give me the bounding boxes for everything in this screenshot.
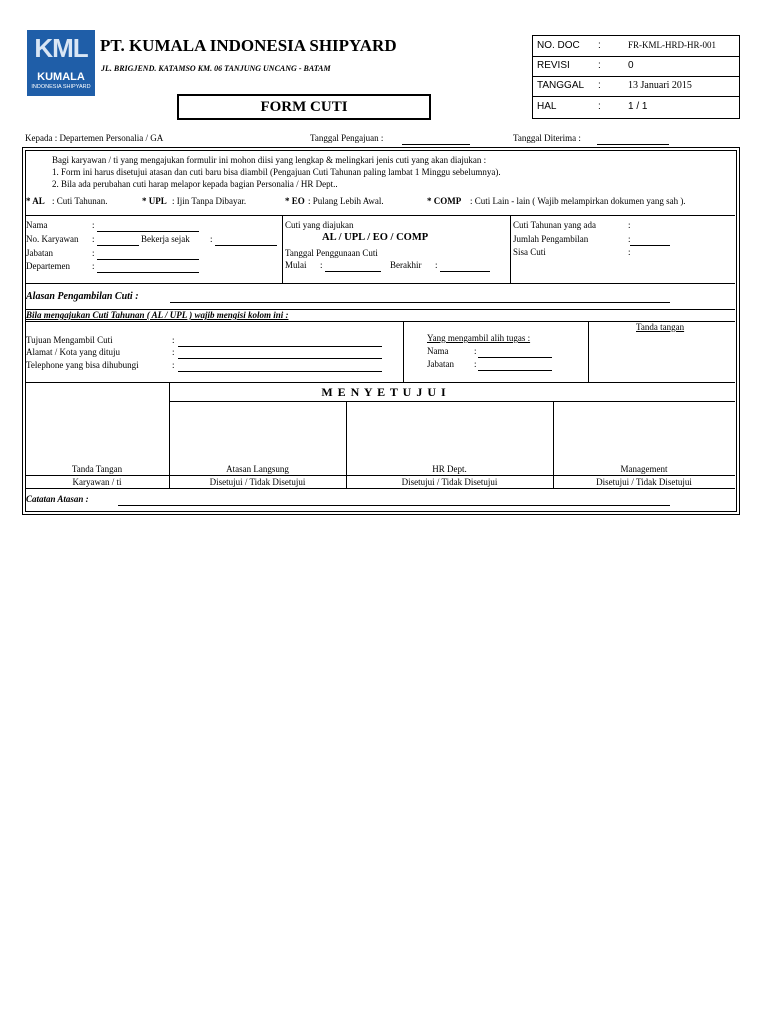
doc-row-revision [533, 56, 739, 77]
colon: : [210, 234, 213, 244]
company-name: PT. KUMALA INDONESIA SHIPYARD [100, 36, 397, 55]
colon: : [474, 359, 477, 369]
divider [25, 382, 735, 383]
mulai-label: Mulai [285, 260, 307, 270]
divider [588, 321, 589, 382]
legend-code-eo: * EO [285, 196, 305, 206]
approval-label-employee: Tanda Tangan [71, 464, 123, 474]
divider [25, 488, 735, 489]
colon: : [320, 260, 323, 270]
tanggal-pengajuan-field[interactable] [402, 144, 470, 145]
divider [25, 321, 735, 322]
doc-row-number [533, 36, 739, 57]
tanggal-pengajuan-label: Tanggal Pengajuan : [310, 133, 384, 143]
legend-desc-eo: : Pulang Lebih Awal. [308, 196, 384, 206]
divider [510, 215, 511, 283]
nama-field[interactable] [97, 231, 199, 232]
doc-sep: : [598, 101, 601, 112]
colon: : [92, 248, 95, 258]
departemen-label: Departemen [26, 261, 70, 271]
telephone-label: Telephone yang bisa dihubungi [26, 360, 139, 370]
legend-code-comp: * COMP [427, 196, 462, 206]
sisa-cuti-label: Sisa Cuti [513, 247, 546, 257]
divider [25, 283, 735, 284]
doc-key: NO. DOC [537, 40, 580, 51]
leave-type-options[interactable]: AL / UPL / EO / COMP [322, 232, 429, 243]
delegate-jabatan-label: Jabatan [427, 359, 454, 369]
jumlah-pengambilan-label: Jumlah Pengambilan [513, 234, 589, 244]
nama-label: Nama [26, 220, 48, 230]
doc-value: 0 [628, 60, 634, 71]
company-address: JL. BRIGJEND. KATAMSO KM. 06 TANJUNG UNCANG - BATAM [101, 64, 331, 73]
logo-name: KUMALA [37, 71, 85, 83]
berakhir-label: Berakhir [390, 260, 422, 270]
colon: : [628, 234, 631, 244]
mulai-field[interactable] [325, 271, 381, 272]
tujuan-label: Tujuan Mengambil Cuti [26, 335, 113, 345]
legend-desc-upl: : Ijin Tanpa Dibayar. [172, 196, 247, 206]
legend-code-upl: * UPL [142, 196, 167, 206]
logo-mark: KML [34, 33, 88, 63]
cuti-diajukan-label: Cuti yang diajukan [285, 220, 354, 230]
delegate-jabatan-field[interactable] [478, 370, 552, 371]
alamat-field[interactable] [178, 358, 382, 359]
doc-key: TANGGAL [537, 80, 585, 91]
approval-label-management: Management [620, 464, 668, 474]
divider [403, 321, 404, 382]
bekerja-sejak-field[interactable] [215, 245, 277, 246]
divider [282, 215, 283, 283]
tanggal-diterima-field[interactable] [597, 144, 669, 145]
approval-sub-employee: Karyawan / ti [72, 477, 122, 487]
divider [169, 401, 735, 402]
legend-desc-comp: : Cuti Lain - lain ( Wajib melampirkan dokumen yang sah ). [470, 196, 686, 206]
delegate-nama-label: Nama [427, 346, 449, 356]
doc-row-page [533, 97, 739, 117]
bekerja-sejak-label: Bekerja sejak [141, 234, 190, 244]
doc-sep: : [598, 60, 601, 71]
no-karyawan-field[interactable] [97, 245, 139, 246]
delegate-signature-label: Tanda tangan [636, 322, 685, 332]
tanggal-diterima-label: Tanggal Diterima : [513, 133, 581, 143]
doc-sep: : [598, 80, 601, 91]
colon: : [435, 260, 438, 270]
instruction-intro: Bagi karyawan / ti yang mengajukan formulir ini mohon diisi yang lengkap & melingkari jenis cuti yang akan diajukan : [52, 155, 487, 165]
doc-value: 13 Januari 2015 [628, 80, 692, 91]
colon: : [628, 247, 631, 257]
colon: : [172, 335, 175, 345]
approval-status-hr[interactable]: Disetujui / Tidak Disetujui [401, 477, 498, 487]
berakhir-field[interactable] [440, 271, 490, 272]
divider [25, 215, 735, 216]
jabatan-label: Jabatan [26, 248, 53, 258]
doc-key: REVISI [537, 60, 570, 71]
kepada-label: Kepada : Departemen Personalia / GA [25, 133, 164, 143]
delegate-title: Yang mengambil alih tugas : [427, 333, 531, 343]
colon: : [92, 261, 95, 271]
colon: : [474, 346, 477, 356]
legend-code-al: * AL [26, 196, 45, 206]
doc-value: 1 / 1 [628, 101, 648, 112]
company-logo [27, 30, 95, 96]
catatan-field[interactable] [118, 505, 670, 506]
document-info-box [532, 35, 740, 119]
approval-label-supervisor: Atasan Langsung [226, 464, 289, 474]
doc-row-date [533, 76, 739, 97]
legend-desc-al: : Cuti Tahunan. [52, 196, 108, 206]
tanggal-penggunaan-label: Tanggal Penggunaan Cuti [285, 248, 378, 258]
colon: : [172, 360, 175, 370]
catatan-label: Catatan Atasan : [26, 494, 89, 504]
alasan-label: Alasan Pengambilan Cuti : [26, 291, 139, 302]
doc-value: FR-KML-HRD-HR-001 [628, 40, 717, 50]
colon: : [92, 220, 95, 230]
divider [25, 475, 735, 476]
approval-status-supervisor[interactable]: Disetujui / Tidak Disetujui [209, 477, 306, 487]
form-title: FORM CUTI [177, 94, 431, 120]
colon: : [628, 220, 631, 230]
jumlah-pengambilan-field[interactable] [630, 245, 670, 246]
telephone-field[interactable] [178, 371, 382, 372]
delegate-nama-field[interactable] [478, 357, 552, 358]
approval-title: M E N Y E T U J U I [321, 385, 447, 399]
instruction-1: 1. Form ini harus disetujui atasan dan cuti baru bisa diambil (Pengajuan Cuti Tahunan paling lambat 1 Minggu sebelumnya). [52, 167, 501, 177]
doc-key: HAL [537, 101, 557, 112]
cuti-tahunan-label: Cuti Tahunan yang ada [513, 220, 596, 230]
alasan-field[interactable] [170, 302, 670, 303]
approval-label-hr: HR Dept. [432, 464, 467, 474]
colon: : [92, 234, 95, 244]
approval-status-management[interactable]: Disetujui / Tidak Disetujui [596, 477, 692, 487]
alamat-label: Alamat / Kota yang dituju [26, 347, 120, 357]
logo-subtitle: INDONESIA SHIPYARD [31, 84, 91, 90]
no-karyawan-label: No. Karyawan [26, 234, 79, 244]
instruction-2: 2. Bila ada perubahan cuti harap melapor kepada bagian Personalia / HR Dept.. [52, 179, 338, 189]
tujuan-field[interactable] [178, 346, 382, 347]
jabatan-field[interactable] [97, 259, 199, 260]
departemen-field[interactable] [97, 272, 199, 273]
doc-sep: : [598, 40, 601, 51]
colon: : [172, 347, 175, 357]
annual-leave-note: Bila mengajukan Cuti Tahunan ( AL / UPL ) wajib mengisi kolom ini : [26, 310, 289, 320]
